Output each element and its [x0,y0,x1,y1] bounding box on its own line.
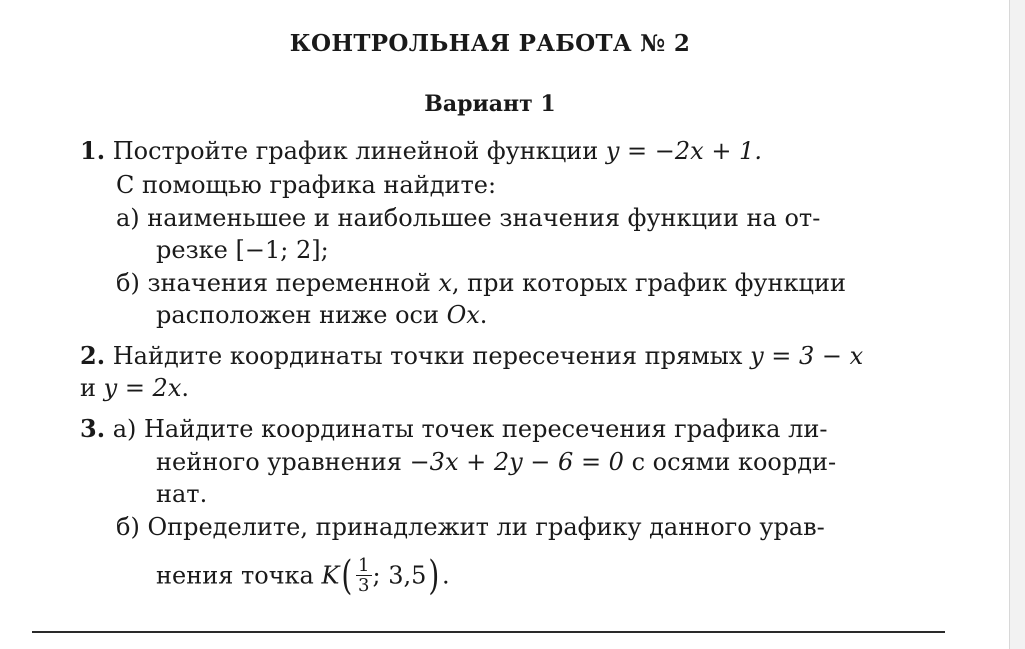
task3-a-line1 [80,414,827,444]
task1-number: 1. [80,136,106,165]
task3-b-l2-pre: нения точка [156,561,322,590]
right-paren: ) [428,552,440,599]
task1-b-line2 [156,300,487,330]
task2-line-eq2: y = 2x [103,374,182,402]
task3-a-l2-pre: нейного уравнения [156,448,410,476]
task3-a-l2-post: с осями коорди- [623,448,837,476]
task3-b-line2 [156,552,450,598]
task3-b-end: . [442,561,450,590]
task2-text: Найдите координаты точки пересечения прямых [112,342,751,370]
task1-b-post: , при которых график функции [451,269,846,297]
task1-b-line1 [116,268,846,298]
task1-b-var: x [438,269,452,297]
task2-number: 2. [80,341,106,370]
task2-line1 [80,341,863,371]
left-paren: ( [341,552,353,599]
task3-a-text1: а) Найдите координаты точек пересечения графика ли- [112,415,828,443]
task1-line2: С помощью графика найдите: [116,171,497,199]
task1-a-line2: резке [−1; 2]; [156,236,329,264]
task3-point-name: K [321,561,340,590]
task1-b2-pre: расположен ниже оси [156,301,447,329]
task1-b2-post: . [479,301,488,329]
task1-text: Постройте график линейной функции [112,137,606,165]
scrollbar-track[interactable] [1010,0,1025,649]
fraction-denominator: 3 [358,575,370,596]
page-title: КОНТРОЛЬНАЯ РАБОТА № 2 [289,30,691,57]
fraction-numerator: 1 [358,555,370,576]
task3-a-line3: нат. [156,480,208,508]
task3-a-line2 [156,447,836,477]
task2-l2-pre: и [80,374,104,402]
fraction [356,556,371,595]
task1-b2-var: Ox [446,301,480,329]
task1-a-line1: а) наименьшее и наибольшее значения функции на от- [116,204,821,232]
bottom-divider [32,631,945,633]
task2-line2 [80,373,189,403]
task2-line-eq1: y = 3 − x [750,342,864,370]
task3-b-line1: б) Определите, принадлежит ли графику данного урав- [116,513,825,541]
task1-function: y = −2x + 1. [605,137,762,165]
task1-line1 [80,136,762,166]
task1-b-pre: б) значения переменной [116,269,439,297]
task3-point-y: ; 3,5 [372,561,427,590]
task2-l2-post: . [181,374,189,402]
variant-heading: Вариант 1 [424,91,556,117]
task3-equation: −3x + 2y − 6 = 0 [409,448,624,476]
task3-number: 3. [80,414,106,443]
